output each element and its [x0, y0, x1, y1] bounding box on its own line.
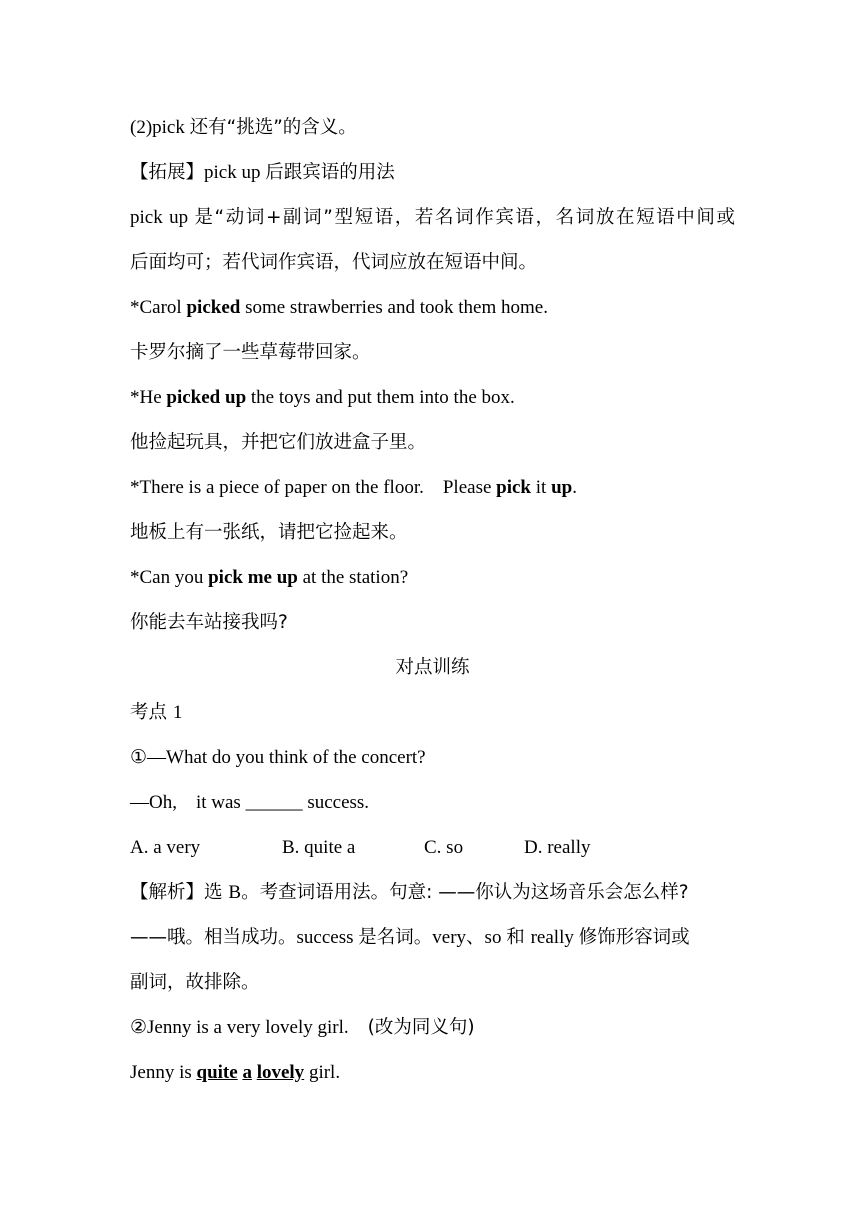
analysis-line3: 副词，故排除。	[130, 972, 260, 993]
extension-rule-line1: pick up 是“动词+副词”型短语，若名词作宾语，名词放在短语中间或	[130, 207, 736, 228]
example-4-translation: 你能去车站接我吗?	[130, 612, 288, 633]
kaodian-label: 考点 1	[130, 702, 183, 723]
extension-heading: 【拓展】pick up 后跟宾语的用法	[130, 162, 395, 183]
answer-word-lovely: lovely	[256, 1062, 305, 1083]
option-a: A. a very	[130, 837, 201, 858]
section-title: 对点训练	[395, 657, 470, 678]
example-1: *Carol picked some strawberries and took them home.	[130, 297, 548, 318]
extension-rule-line2: 后面均可；若代词作宾语，代词应放在短语中间。	[130, 252, 538, 273]
option-d: D. really	[524, 837, 591, 858]
option-b: B. quite a	[282, 837, 356, 858]
example-3-translation: 地板上有一张纸，请把它捡起来。	[130, 522, 408, 543]
example-3: *There is a piece of paper on the floor. Please pick it up.	[130, 477, 577, 498]
example-4: *Can you pick me up at the station?	[130, 567, 409, 588]
option-c: C. so	[424, 837, 464, 858]
answer-word-quite: quite	[196, 1062, 238, 1083]
question-1-options	[130, 834, 735, 862]
answer-word-a: a	[242, 1062, 252, 1083]
question-1: ①—What do you think of the concert?	[130, 747, 426, 768]
example-2-translation: 他捡起玩具，并把它们放进盒子里。	[130, 432, 427, 453]
question-2-answer: Jenny is quite a lovely girl.	[130, 1062, 341, 1083]
example-1-translation: 卡罗尔摘了一些草莓带回家。	[130, 342, 371, 363]
question-1-answer-line: —Oh, it was ______ success.	[130, 792, 370, 813]
example-2: *He picked up the toys and put them into the box.	[130, 387, 515, 408]
question-2: ②Jenny is a very lovely girl. (改为同义句)	[130, 1017, 475, 1038]
analysis-line2: ——哦。相当成功。success 是名词。very、so 和 really 修饰形容词或	[130, 927, 690, 948]
analysis-line1: 【解析】选 B。考查词语用法。句意: ——你认为这场音乐会怎么样?	[130, 882, 689, 903]
line-pick-meaning: (2)pick 还有“挑选”的含义。	[130, 117, 357, 138]
